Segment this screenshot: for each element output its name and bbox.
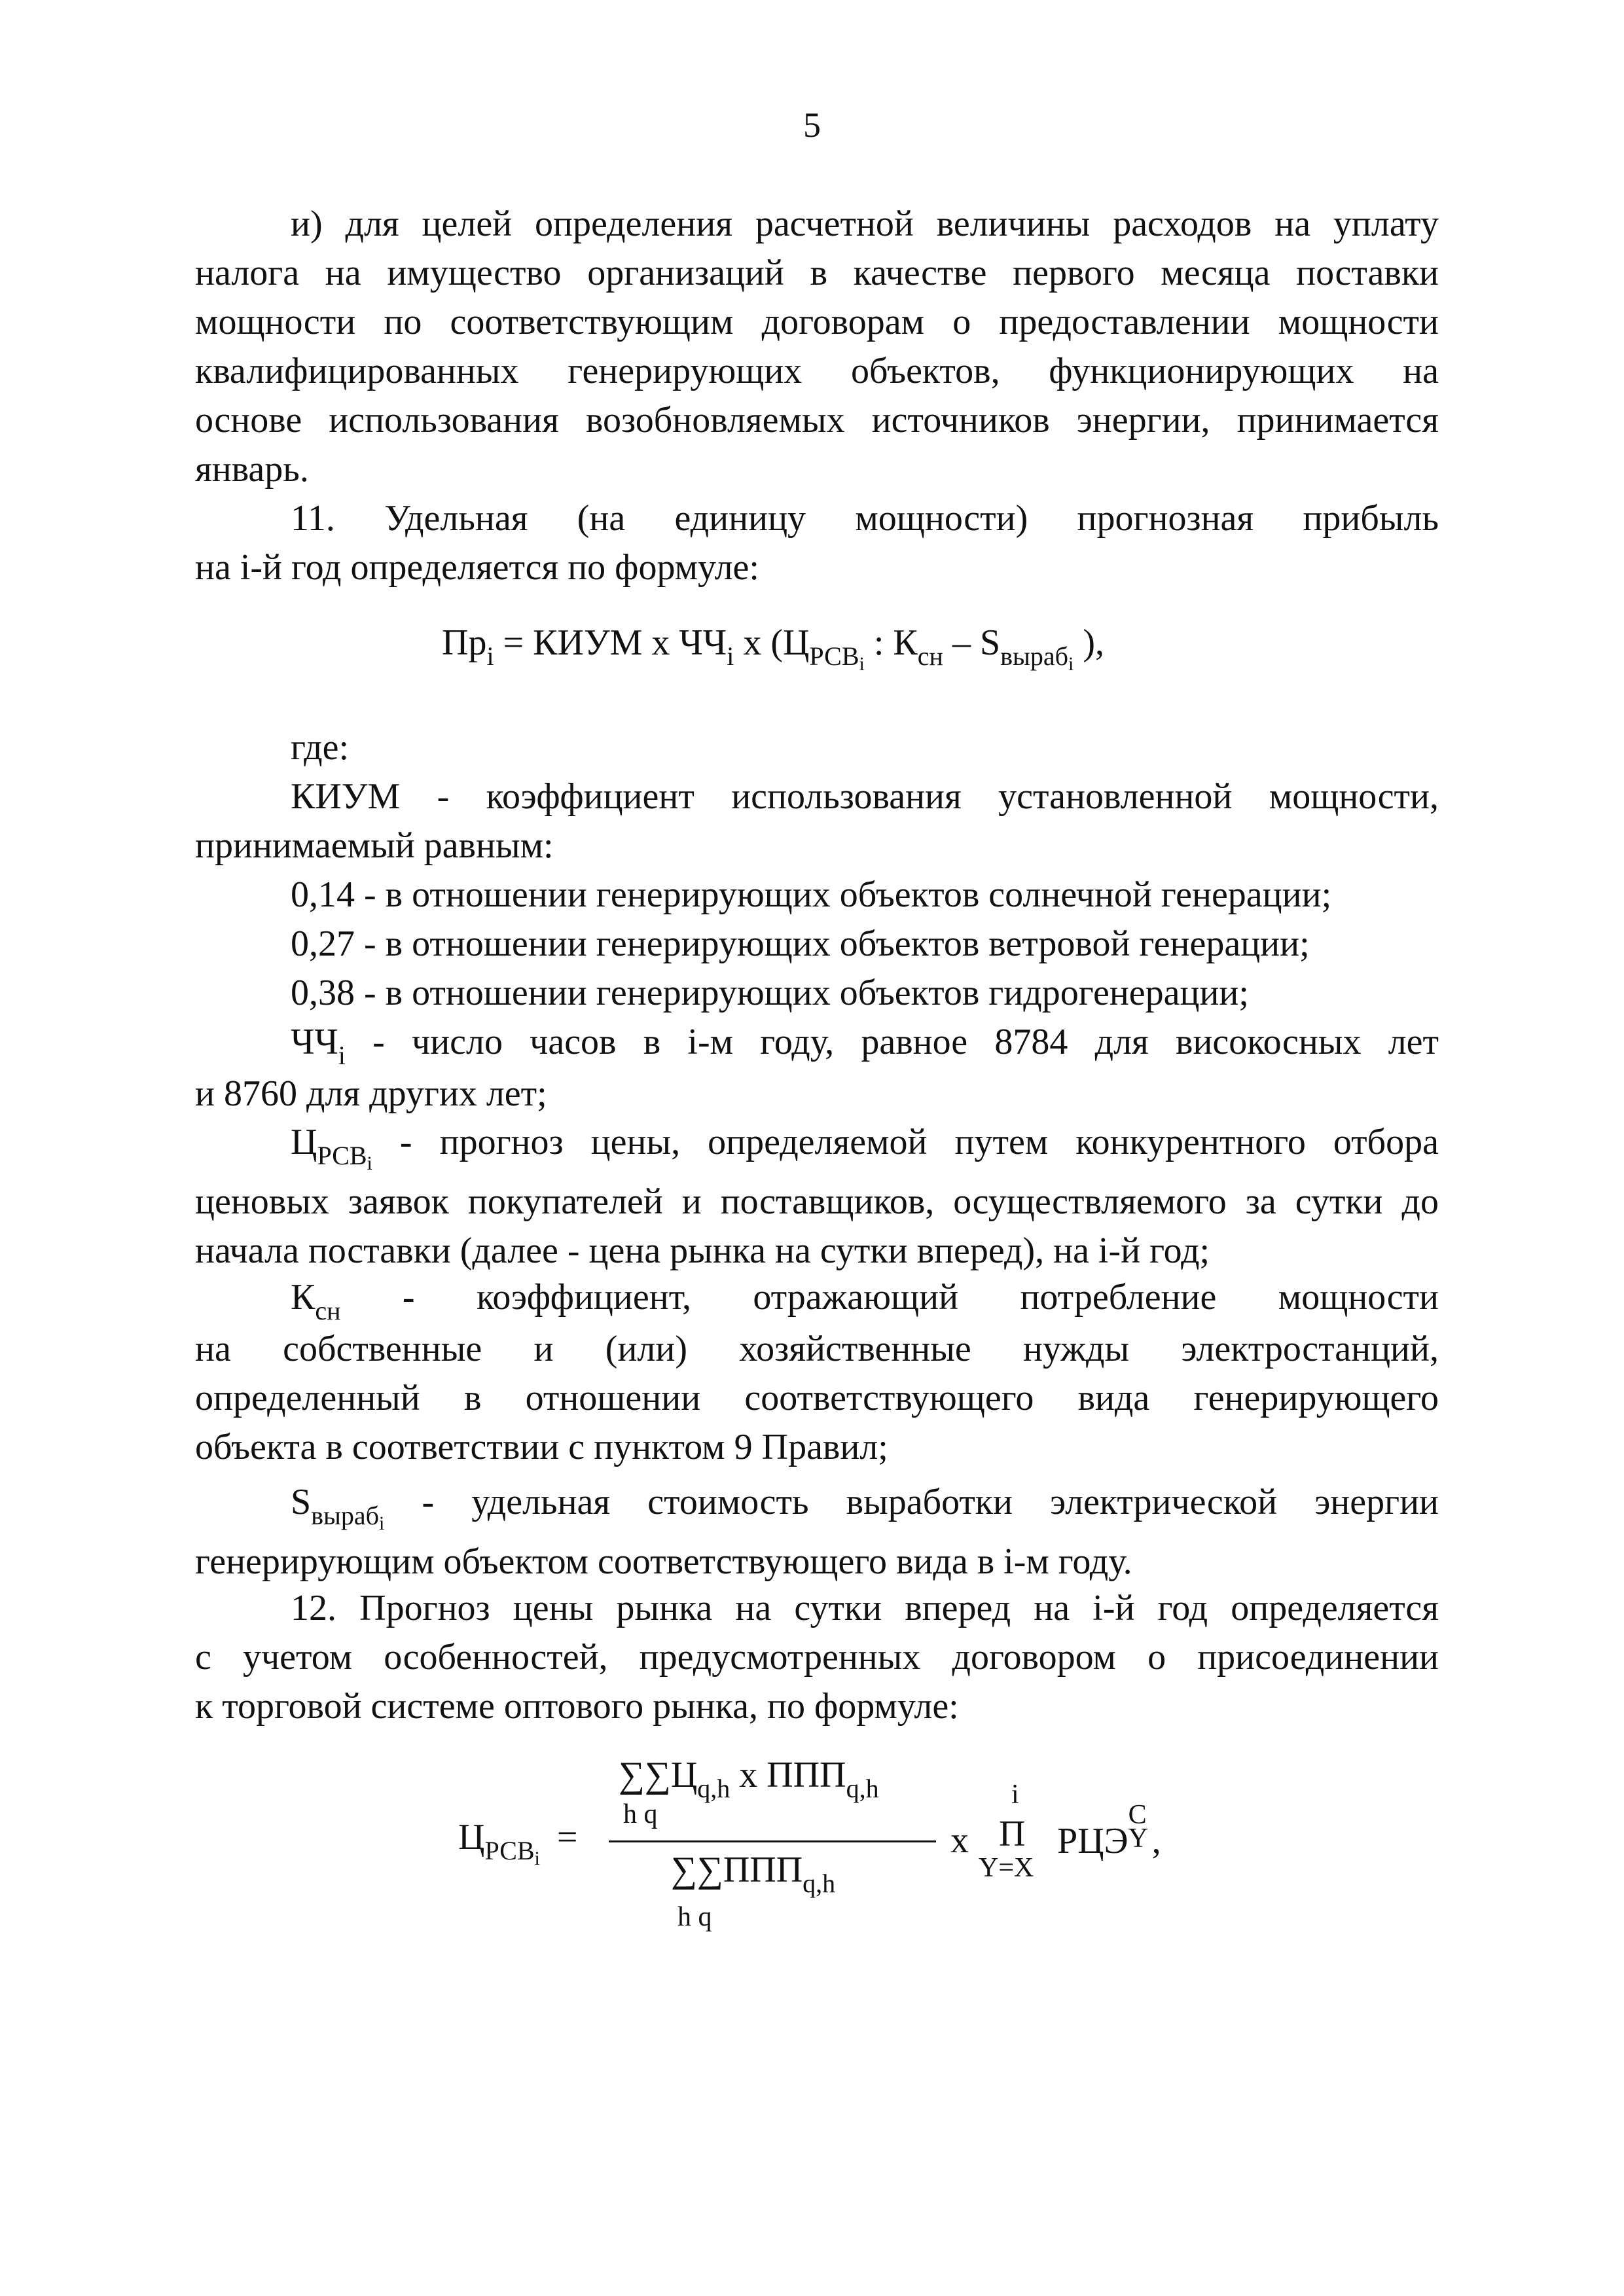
- text-line: на i-й год определяется по формуле:: [195, 547, 759, 588]
- formula-text: – S: [943, 622, 1001, 663]
- definition-ksn: [195, 1273, 1439, 1472]
- denominator-index: h q: [677, 1902, 712, 1932]
- formula-text: ),: [1074, 622, 1104, 663]
- formula-subscript: i: [727, 641, 734, 671]
- product-lower-limit: Y=X: [979, 1853, 1034, 1883]
- paragraph-i: [195, 200, 1439, 592]
- formula-subscript: выраб: [1000, 641, 1068, 671]
- text-line: КИУМ - коэффициент использования установленной мощности,: [291, 776, 1439, 817]
- formula-subscript: РСВ: [809, 641, 859, 671]
- text-line: основе использования возобновляемых источников энергии, принимается: [195, 400, 1439, 440]
- where-label: где:: [291, 727, 350, 768]
- text-line: принимаемый равным:: [195, 825, 554, 866]
- text-line: объекта в соответствии с пунктом 9 Правил;: [195, 1427, 888, 1467]
- text-line: определенный в отношении соответствующего вида генерирующего: [195, 1378, 1439, 1418]
- text-line: мощности по соответствующим договорам о предоставлении мощности: [195, 302, 1439, 342]
- text-line: $К_{сн}$ - коэффициент, отражающий потребление мощности: [291, 1277, 1439, 1325]
- formula-text: х (Ц: [734, 622, 810, 663]
- numerator-index: h q: [623, 1799, 658, 1829]
- text-line: 0,27 - в отношении генерирующих объектов ветровой генерации;: [291, 924, 1310, 964]
- text-line: квалифицированных генерирующих объектов, функционирующих на: [195, 351, 1439, 391]
- formula-symbol: Пр: [442, 622, 487, 663]
- text-line: ценовых заявок покупателей и поставщиков, осуществляемого за сутки до: [195, 1181, 1439, 1222]
- text-line: 11. Удельная (на единицу мощности) прогнозная прибыль: [291, 498, 1439, 539]
- formula-subscript: i: [486, 641, 494, 671]
- formula-text: : К: [864, 622, 918, 663]
- page-number: 5: [803, 105, 821, 145]
- text-line: начала поставки (далее - цена рынка на сутки вперед), на i-й год;: [195, 1230, 1210, 1271]
- fraction-numerator: $\sum\sum Ц_{q,h}$ х $ППП_{q,h}$: [619, 1755, 879, 1803]
- text-line: январь.: [195, 449, 309, 490]
- product-symbol: П: [999, 1814, 1026, 1854]
- fraction-bar: [609, 1840, 936, 1842]
- text-line: $ЧЧ_i$ - число часов в i-м году, равное 8784 для високосных лет: [291, 1022, 1439, 1070]
- paragraph-12: [195, 1584, 1439, 1731]
- product-upper-limit: i: [1011, 1780, 1019, 1810]
- formula-subscript: сн: [917, 641, 943, 671]
- definition-svyrab: [195, 1473, 1439, 1587]
- fraction-denominator: $\sum\sum ППП_{q,h}$: [671, 1850, 836, 1898]
- definitions: [195, 723, 1439, 1119]
- text-line: налога на имущество организаций в качестве первого месяца поставки: [195, 253, 1439, 293]
- definition-crsv: [195, 1113, 1439, 1276]
- formula-profit: [442, 622, 1104, 675]
- formula-text: = КИУМ х ЧЧ: [503, 622, 727, 663]
- formula-lhs: $Ц_{РСВi}$ =: [458, 1817, 578, 1869]
- text-line: и 8760 для других лет;: [195, 1073, 547, 1114]
- text-line: к торговой системе оптового рынка, по формуле:: [195, 1686, 959, 1727]
- formula-subscript: i: [859, 653, 865, 675]
- times-sign: х: [950, 1820, 969, 1861]
- text-line: на собственные и (или) хозяйственные нужды электростанций,: [195, 1329, 1439, 1369]
- text-line: и) для целей определения расчетной величины расходов на уплату: [291, 204, 1439, 244]
- text-line: генерирующим объектом соответствующего вида в i-м году.: [195, 1541, 1132, 1582]
- formula-rcz: РЦЭ C Y ,: [1057, 1800, 1161, 1861]
- text-line: $Ц_{РСВi}$ - прогноз цены, определяемой путем конкурентного отбора: [291, 1122, 1439, 1174]
- text-line: 0,38 - в отношении генерирующих объектов гидрогенерации;: [291, 973, 1249, 1013]
- text-line: с учетом особенностей, предусмотренных договором о присоединении: [195, 1637, 1439, 1677]
- formula-subscript: i: [1068, 653, 1074, 675]
- text-line: 0,14 - в отношении генерирующих объектов солнечной генерации;: [291, 874, 1332, 915]
- text-line: 12. Прогноз цены рынка на сутки вперед на i-й год определяется: [291, 1588, 1439, 1628]
- text-line: $S_{вырабi}$ - удельная стоимость выработки электрической энергии: [291, 1482, 1439, 1534]
